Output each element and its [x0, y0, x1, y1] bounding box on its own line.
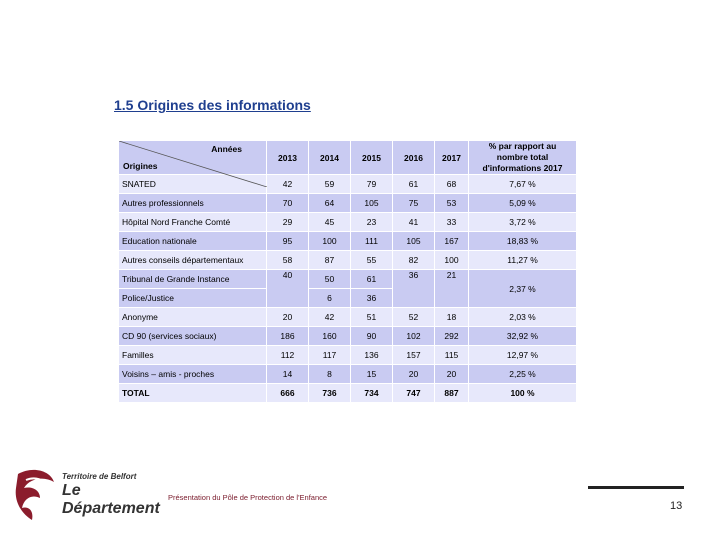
cell-2013: 70 — [267, 194, 309, 213]
table-total-row — [119, 384, 577, 403]
total-2013: 666 — [267, 384, 309, 403]
cell-2016: 82 — [393, 251, 435, 270]
row-label: Police/Justice — [119, 289, 267, 308]
row-label: CD 90 (services sociaux) — [119, 327, 267, 346]
cell-2017: 292 — [435, 327, 469, 346]
cell-2014: 50 — [309, 270, 351, 289]
cell-2017: 167 — [435, 232, 469, 251]
total-2017: 887 — [435, 384, 469, 403]
row-label: Autres professionnels — [119, 194, 267, 213]
cell-2014: 64 — [309, 194, 351, 213]
cell-2017: 53 — [435, 194, 469, 213]
row-label: Autres conseils départementaux — [119, 251, 267, 270]
cell-2013: 42 — [267, 175, 309, 194]
cell-2014: 87 — [309, 251, 351, 270]
cell-percent: 5,09 % — [469, 194, 577, 213]
cell-2015: 90 — [351, 327, 393, 346]
row-label: Education nationale — [119, 232, 267, 251]
cell-percent: 3,72 % — [469, 213, 577, 232]
table-row — [119, 251, 577, 270]
logo-subtitle: Territoire de Belfort — [62, 472, 137, 481]
cell-2013: 112 — [267, 346, 309, 365]
cell-2017: 100 — [435, 251, 469, 270]
cell-2015: 23 — [351, 213, 393, 232]
table-row — [119, 194, 577, 213]
table-row — [119, 232, 577, 251]
header-years-label: Années — [211, 144, 242, 154]
cell-2016: 41 — [393, 213, 435, 232]
cell-2017: 68 — [435, 175, 469, 194]
header-year: 2013 — [267, 141, 309, 175]
header-corner-cell — [119, 141, 267, 175]
cell-percent: 12,97 % — [469, 346, 577, 365]
header-year: 2016 — [393, 141, 435, 175]
page-number-rule — [588, 486, 684, 489]
row-label: Hôpital Nord Franche Comté — [119, 213, 267, 232]
department-logo — [10, 466, 170, 528]
cell-2014: 42 — [309, 308, 351, 327]
cell-2016: 105 — [393, 232, 435, 251]
table-row — [119, 365, 577, 384]
cell-2015: 61 — [351, 270, 393, 289]
row-label: SNATED — [119, 175, 267, 194]
header-percent: % par rapport au nombre total d'informations 2017 — [469, 141, 577, 175]
cell-2016: 36 — [393, 270, 435, 308]
cell-2013: 58 — [267, 251, 309, 270]
cell-2017: 21 — [435, 270, 469, 308]
total-2015: 734 — [351, 384, 393, 403]
section-title: 1.5 Origines des informations — [114, 97, 311, 113]
cell-2013: 20 — [267, 308, 309, 327]
cell-2013: 14 — [267, 365, 309, 384]
cell-2014: 6 — [309, 289, 351, 308]
cell-2014: 59 — [309, 175, 351, 194]
cell-2016: 52 — [393, 308, 435, 327]
table-row — [119, 213, 577, 232]
cell-2013: 40 — [267, 270, 309, 308]
cell-2014: 45 — [309, 213, 351, 232]
row-label: Voisins – amis - proches — [119, 365, 267, 384]
cell-percent: 2,25 % — [469, 365, 577, 384]
cell-percent: 2,37 % — [469, 270, 577, 308]
cell-2016: 75 — [393, 194, 435, 213]
header-year: 2015 — [351, 141, 393, 175]
cell-2015: 15 — [351, 365, 393, 384]
row-label: Familles — [119, 346, 267, 365]
cell-percent: 2,03 % — [469, 308, 577, 327]
table-row — [119, 308, 577, 327]
cell-2017: 18 — [435, 308, 469, 327]
cell-percent: 11,27 % — [469, 251, 577, 270]
cell-2013: 95 — [267, 232, 309, 251]
cell-2014: 100 — [309, 232, 351, 251]
cell-2017: 115 — [435, 346, 469, 365]
total-2016: 747 — [393, 384, 435, 403]
cell-2015: 79 — [351, 175, 393, 194]
cell-2015: 105 — [351, 194, 393, 213]
lion-emblem-icon — [10, 466, 60, 526]
cell-2016: 102 — [393, 327, 435, 346]
total-label: TOTAL — [119, 384, 267, 403]
cell-2017: 20 — [435, 365, 469, 384]
logo-title: Le Département — [62, 482, 160, 517]
cell-2013: 29 — [267, 213, 309, 232]
table-row — [119, 327, 577, 346]
header-year: 2017 — [435, 141, 469, 175]
header-year: 2014 — [309, 141, 351, 175]
header-origins-label: Origines — [123, 161, 158, 171]
cell-percent: 32,92 % — [469, 327, 577, 346]
origins-table — [118, 140, 577, 403]
table-header-row — [119, 141, 577, 175]
cell-percent: 18,83 % — [469, 232, 577, 251]
cell-2014: 8 — [309, 365, 351, 384]
page-number: 13 — [670, 500, 683, 512]
cell-percent: 7,67 % — [469, 175, 577, 194]
row-label: Anonyme — [119, 308, 267, 327]
total-2014: 736 — [309, 384, 351, 403]
cell-2017: 33 — [435, 213, 469, 232]
cell-2014: 160 — [309, 327, 351, 346]
cell-2016: 20 — [393, 365, 435, 384]
cell-2014: 117 — [309, 346, 351, 365]
table-row — [119, 346, 577, 365]
cell-2016: 61 — [393, 175, 435, 194]
cell-2013: 186 — [267, 327, 309, 346]
row-label: Tribunal de Grande Instance — [119, 270, 267, 289]
cell-2016: 157 — [393, 346, 435, 365]
total-percent: 100 % — [469, 384, 577, 403]
cell-2015: 136 — [351, 346, 393, 365]
cell-2015: 36 — [351, 289, 393, 308]
footer-text: Présentation du Pôle de Protection de l'Enfance — [168, 493, 328, 502]
cell-2015: 55 — [351, 251, 393, 270]
table-row-tribunal — [119, 270, 577, 289]
cell-2015: 51 — [351, 308, 393, 327]
cell-2015: 111 — [351, 232, 393, 251]
